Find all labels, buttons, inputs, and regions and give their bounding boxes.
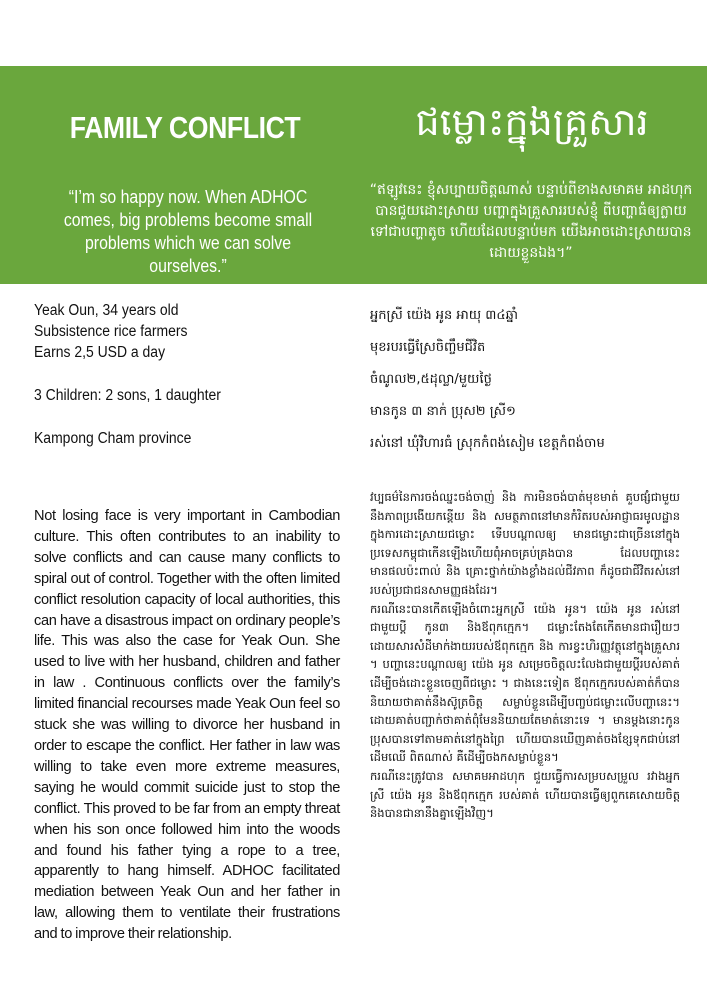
profile-km-income: ចំណូល២,៥ដុល្លា/មួយថ្ងៃ <box>370 372 492 387</box>
profile-km-name-age: អ្នកស្រី យ៉េង អូន អាយុ ៣៤ឆ្នាំ <box>370 308 518 323</box>
spacer <box>34 406 309 428</box>
profile-km-occupation: មុខរបរធ្វើស្រែចិញ្ចឹមជីវិត <box>370 340 486 355</box>
story-khmer-paragraph: ករណីនេះត្រូវបាន សមាគមអាដហុក ជួយធ្វើការសម្របសម្រួល រវាងអ្នកស្រី យ៉េង អូន និងឪពុកក្មេក របស់គាត់ ហើយបានធ្វើឲ្យពួកគេសោយចិត្ត និងបានជានានឹងគ្នាឡើងវិញ។ <box>370 768 680 821</box>
story-khmer-paragraph: វប្បធម៌នៃការចង់ឈ្នះចង់ចាញ់ និង ការមិនចង់បាត់មុខមាត់ គួបផ្សំជាមួយនឹងភាពប្រងើយកន្តើយ និង សមត្ថភាពនៅមានកំរិតរបស់អាជ្ញាធរមូលដ្ឋាន ក្នុងការដោះស្រាយជម្លោះ ទើបបណ្តាលឲ្យ មានជម្លោះជាច្រើននៅក្នុងប្រទេសកម្ពុជាកើនឡើងហើយពុំអាចគ្រប់គ្រងបាន ដែលបញ្ហានេះមានផលប៉ះពាល់ និង គ្រោះថ្នាក់យ៉ាងខ្លាំងដល់ជីវភាព ក៏ដូចជាជីវិតរស់នៅរបស់ប្រជាជនសាមញ្ញផងដែរ។ <box>370 490 680 597</box>
profile-income: Earns 2,5 USD a day <box>34 344 166 361</box>
profile-children: 3 Children: 2 sons, 1 daughter <box>34 387 221 404</box>
story-khmer-paragraph: ករណីនេះបានកើតឡើងចំពោះអ្នកស្រី យ៉េង អូន។ យ៉េង អូន រស់នៅជាមួយប្តី កូន៣ និងឪពុកក្មេក។ ជម្លោះតែងតែកើតមានជារឿយៗដោយសារសំដីមាក់ងាយរបស់ឪពុកក្មេក និង ការខ្វះហិរញ្ញវត្ថុនៅក្នុងគ្រួសារ ។ បញ្ហានេះបណ្តាលឲ្យ យ៉េង អូន សម្រេចចិត្តលះលែងជាមួយប្តីរបស់គាត់ដើម្បីចង់ដោះខ្លួនចេញពីជម្លោះ ។ ជាងនេះទៀត ឪពុកក្មេករបស់គាត់ក៏បាននិយាយថាគាត់នឹងស៊ូត្រចិត្ត សម្លាប់ខ្លួនដើម្បីបញ្ចប់ជម្លោះលើបញ្ហានេះ។ដោយគាត់បញ្ជាក់ថាគាត់ពុំមែននិយាយតែមាត់នោះទេ ។ មានម្តងនោះកូនប្រុសបានទៅតាមគាត់នៅក្នុងព្រៃ ហើយបានឃើញគាត់ចងខ្សែទុកជាប់នៅដើមឈើ ពិតណាស់ គឺដើម្បីចងកសម្លាប់ខ្លួន។ <box>370 601 680 765</box>
title-banner <box>0 66 707 284</box>
title-english: FAMILY CONFLICT <box>69 110 301 145</box>
profile-province: Kampong Cham province <box>34 430 192 447</box>
story-english: Not losing face is very important in Cambodian culture. This often contributes to an inability to solve conflicts and can cause many conflicts to spiral out of control. Together with the often limited conflict resolution capacity of local authorities, this can have a disastrous impact on ordinary people’s life. This was also the case for Yeak Oun. She used to live with her husband, children and father in law . Continuous conflicts over the family’s limited financial recourses made Yeak Oun feel so stuck she was willing to divorce her husband in order to escape the conflict. Her father in law was willing to take even more extreme measures, saying he would commit suicide just to stop the conflict. This proved to be far from an empty threat when his son once followed him into the woods and found his father tying a rope to a tree, apparently to hang himself. ADHOC facilitated mediation between Yeak Oun and her father in law, allowing them to ventilate their frustrations and to improve their relationship. <box>34 508 340 943</box>
profile-khmer <box>370 300 680 460</box>
profile-km-children: មានកូន ៣ នាក់ ប្រុស២ ស្រី១ <box>370 404 516 419</box>
profile-name-age: Yeak Oun, 34 years old <box>34 302 179 319</box>
title-khmer: ជម្លោះក្នុងគ្រួសារ <box>415 100 649 144</box>
profile-km-residence: រស់នៅ ឃុំវិហារធំ ស្រុកកំពង់សៀម ខេត្តកំពង់ចាម <box>370 436 605 451</box>
spacer <box>34 363 309 385</box>
story-khmer <box>370 488 680 823</box>
quote-khmer: “ឥឡូវនេះ ខ្ញុំសប្បាយចិត្តណាស់ បន្ទាប់ពីខាងសមាគម អាដហុកបានជួយដោះស្រាយ បញ្ហាក្នុងគ្រួសាររបស់ខ្ញុំ ពីបញ្ហាធំឲ្យក្លាយទៅជាបញ្ហាតូច ហើយដែលបន្ទាប់មក យើងអាចដោះស្រាយបានដោយខ្លួនឯង។” <box>369 182 693 261</box>
quote-english: “I’m so happy now. When ADHOC comes, big problems become small problems which we can solve ourselves.” <box>63 187 313 276</box>
profile-english <box>34 300 340 449</box>
profile-occupation: Subsistence rice farmers <box>34 323 188 340</box>
